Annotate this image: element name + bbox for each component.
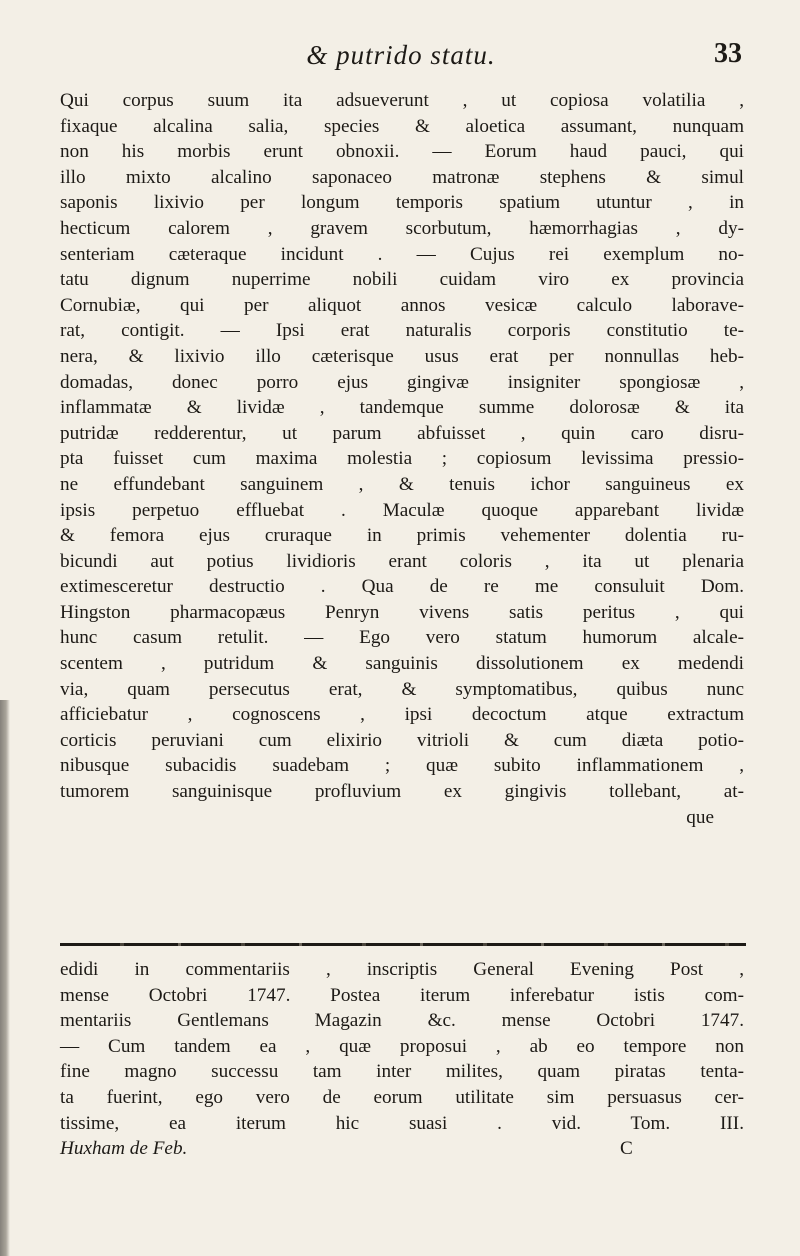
body-text-line: non his morbis erunt obnoxii. — Eorum haud pauci, qui <box>60 141 744 163</box>
body-text-line: fixaque alcalina salia, species & aloetica assumant, nunquam <box>60 115 744 137</box>
body-text-line: tumorem sanguinisque profluvium ex gingivis tollebant, at- <box>60 781 744 803</box>
running-head: & putrido statu. <box>306 40 496 70</box>
body-text-line: via, quam persecutus erat, & symptomatibus, quibus nunc <box>60 678 744 700</box>
body-text-line: corticis peruviani cum elixirio vitrioli & cum diæta potio- <box>60 729 744 751</box>
body-text-line: Hingston pharmacopæus Penryn vivens satis peritus , qui <box>60 601 744 623</box>
body-text-line: Cornubiæ, qui per aliquot annos vesicæ calculo laborave- <box>60 294 744 316</box>
body-text-line: tatu dignum nuperrime nobili cuidam viro ex provincia <box>60 269 744 291</box>
footnote-closing-line <box>60 1136 744 1162</box>
footnote-line: ta fuerint, ego vero de eorum utilitate sim persuasus cer- <box>60 1086 744 1108</box>
footnote-line: mentariis Gentlemans Magazin &c. mense Octobri 1747. <box>60 1010 744 1032</box>
body-text-line: hecticum calorem , gravem scorbutum, hæmorrhagias , dy- <box>60 217 744 239</box>
body-text-line: saponis lixivio per longum temporis spatium utuntur , in <box>60 192 744 214</box>
body-text-line: ipsis perpetuo effluebat . Maculæ quoque apparebant lividæ <box>60 499 744 521</box>
footnote-closing-row <box>60 1136 744 1162</box>
body-text-line: senteriam cæteraque incidunt . — Cujus rei exemplum no- <box>60 243 744 265</box>
footnote-line: mense Octobri 1747. Postea iterum inferebatur istis com- <box>60 984 744 1006</box>
body-text-line: hunc casum retulit. — Ego vero statum humorum alcale- <box>60 627 744 649</box>
body-text-line: rat, contigit. — Ipsi erat naturalis corporis constitutio te- <box>60 320 744 342</box>
body-text-line: nibusque subacidis suadebam ; quæ subito inflammationem , <box>60 755 744 777</box>
footnote-line: fine magno successu tam inter milites, quam piratas tenta- <box>60 1061 744 1083</box>
footnote <box>60 957 744 1136</box>
footnote-author: Huxham de Feb. <box>60 1138 188 1159</box>
body-text-line: & femora ejus cruraque in primis vehementer dolentia ru- <box>60 525 744 547</box>
body-text-line: scentem , putridum & sanguinis dissolutionem ex medendi <box>60 653 744 675</box>
page-binding-shadow <box>0 700 10 1256</box>
page-number: 33 <box>714 38 742 69</box>
footnote-line: edidi in commentariis , inscriptis General Evening Post , <box>60 959 744 980</box>
body-text-line: ne effundebant sanguinem , & tenuis ichor sanguineus ex <box>60 473 744 495</box>
body-text-line: Qui corpus suum ita adsueverunt , ut copiosa volatilia , <box>60 90 744 111</box>
body-text-line: illo mixto alcalino saponaceo matronæ stephens & simul <box>60 166 744 188</box>
footnote-line: — Cum tandem ea , quæ proposui , ab eo tempore non <box>60 1035 744 1057</box>
body-text-line: putridæ redderentur, ut parum abfuisset , quin caro disru- <box>60 422 744 444</box>
body-text-line: pta fuisset cum maxima molestia ; copiosum levissima pressio- <box>60 448 744 470</box>
body-text-line: bicundi aut potius lividioris erant coloris , ita ut plenaria <box>60 550 744 572</box>
body-text-line: que <box>686 806 714 828</box>
body-text-line: nera, & lixivio illo cæterisque usus erat per nonnullas heb- <box>60 345 744 367</box>
body-text-line: afficiebatur , cognoscens , ipsi decoctum atque extractum <box>60 704 744 726</box>
body-text-line: domadas, donec porro ejus gingivæ insigniter spongiosæ , <box>60 371 744 393</box>
page-header <box>56 38 746 78</box>
footnote-separator-rule <box>60 943 746 946</box>
signature-mark: C <box>620 1138 633 1159</box>
body-text-line: inflammatæ & lividæ , tandemque summe dolorosæ & ita <box>60 397 744 419</box>
footnote-line: tissime, ea iterum hic suasi . vid. Tom. III. <box>60 1112 744 1134</box>
body-text-line: extimesceretur destructio . Qua de re me consuluit Dom. <box>60 576 744 598</box>
body-text <box>60 88 744 830</box>
